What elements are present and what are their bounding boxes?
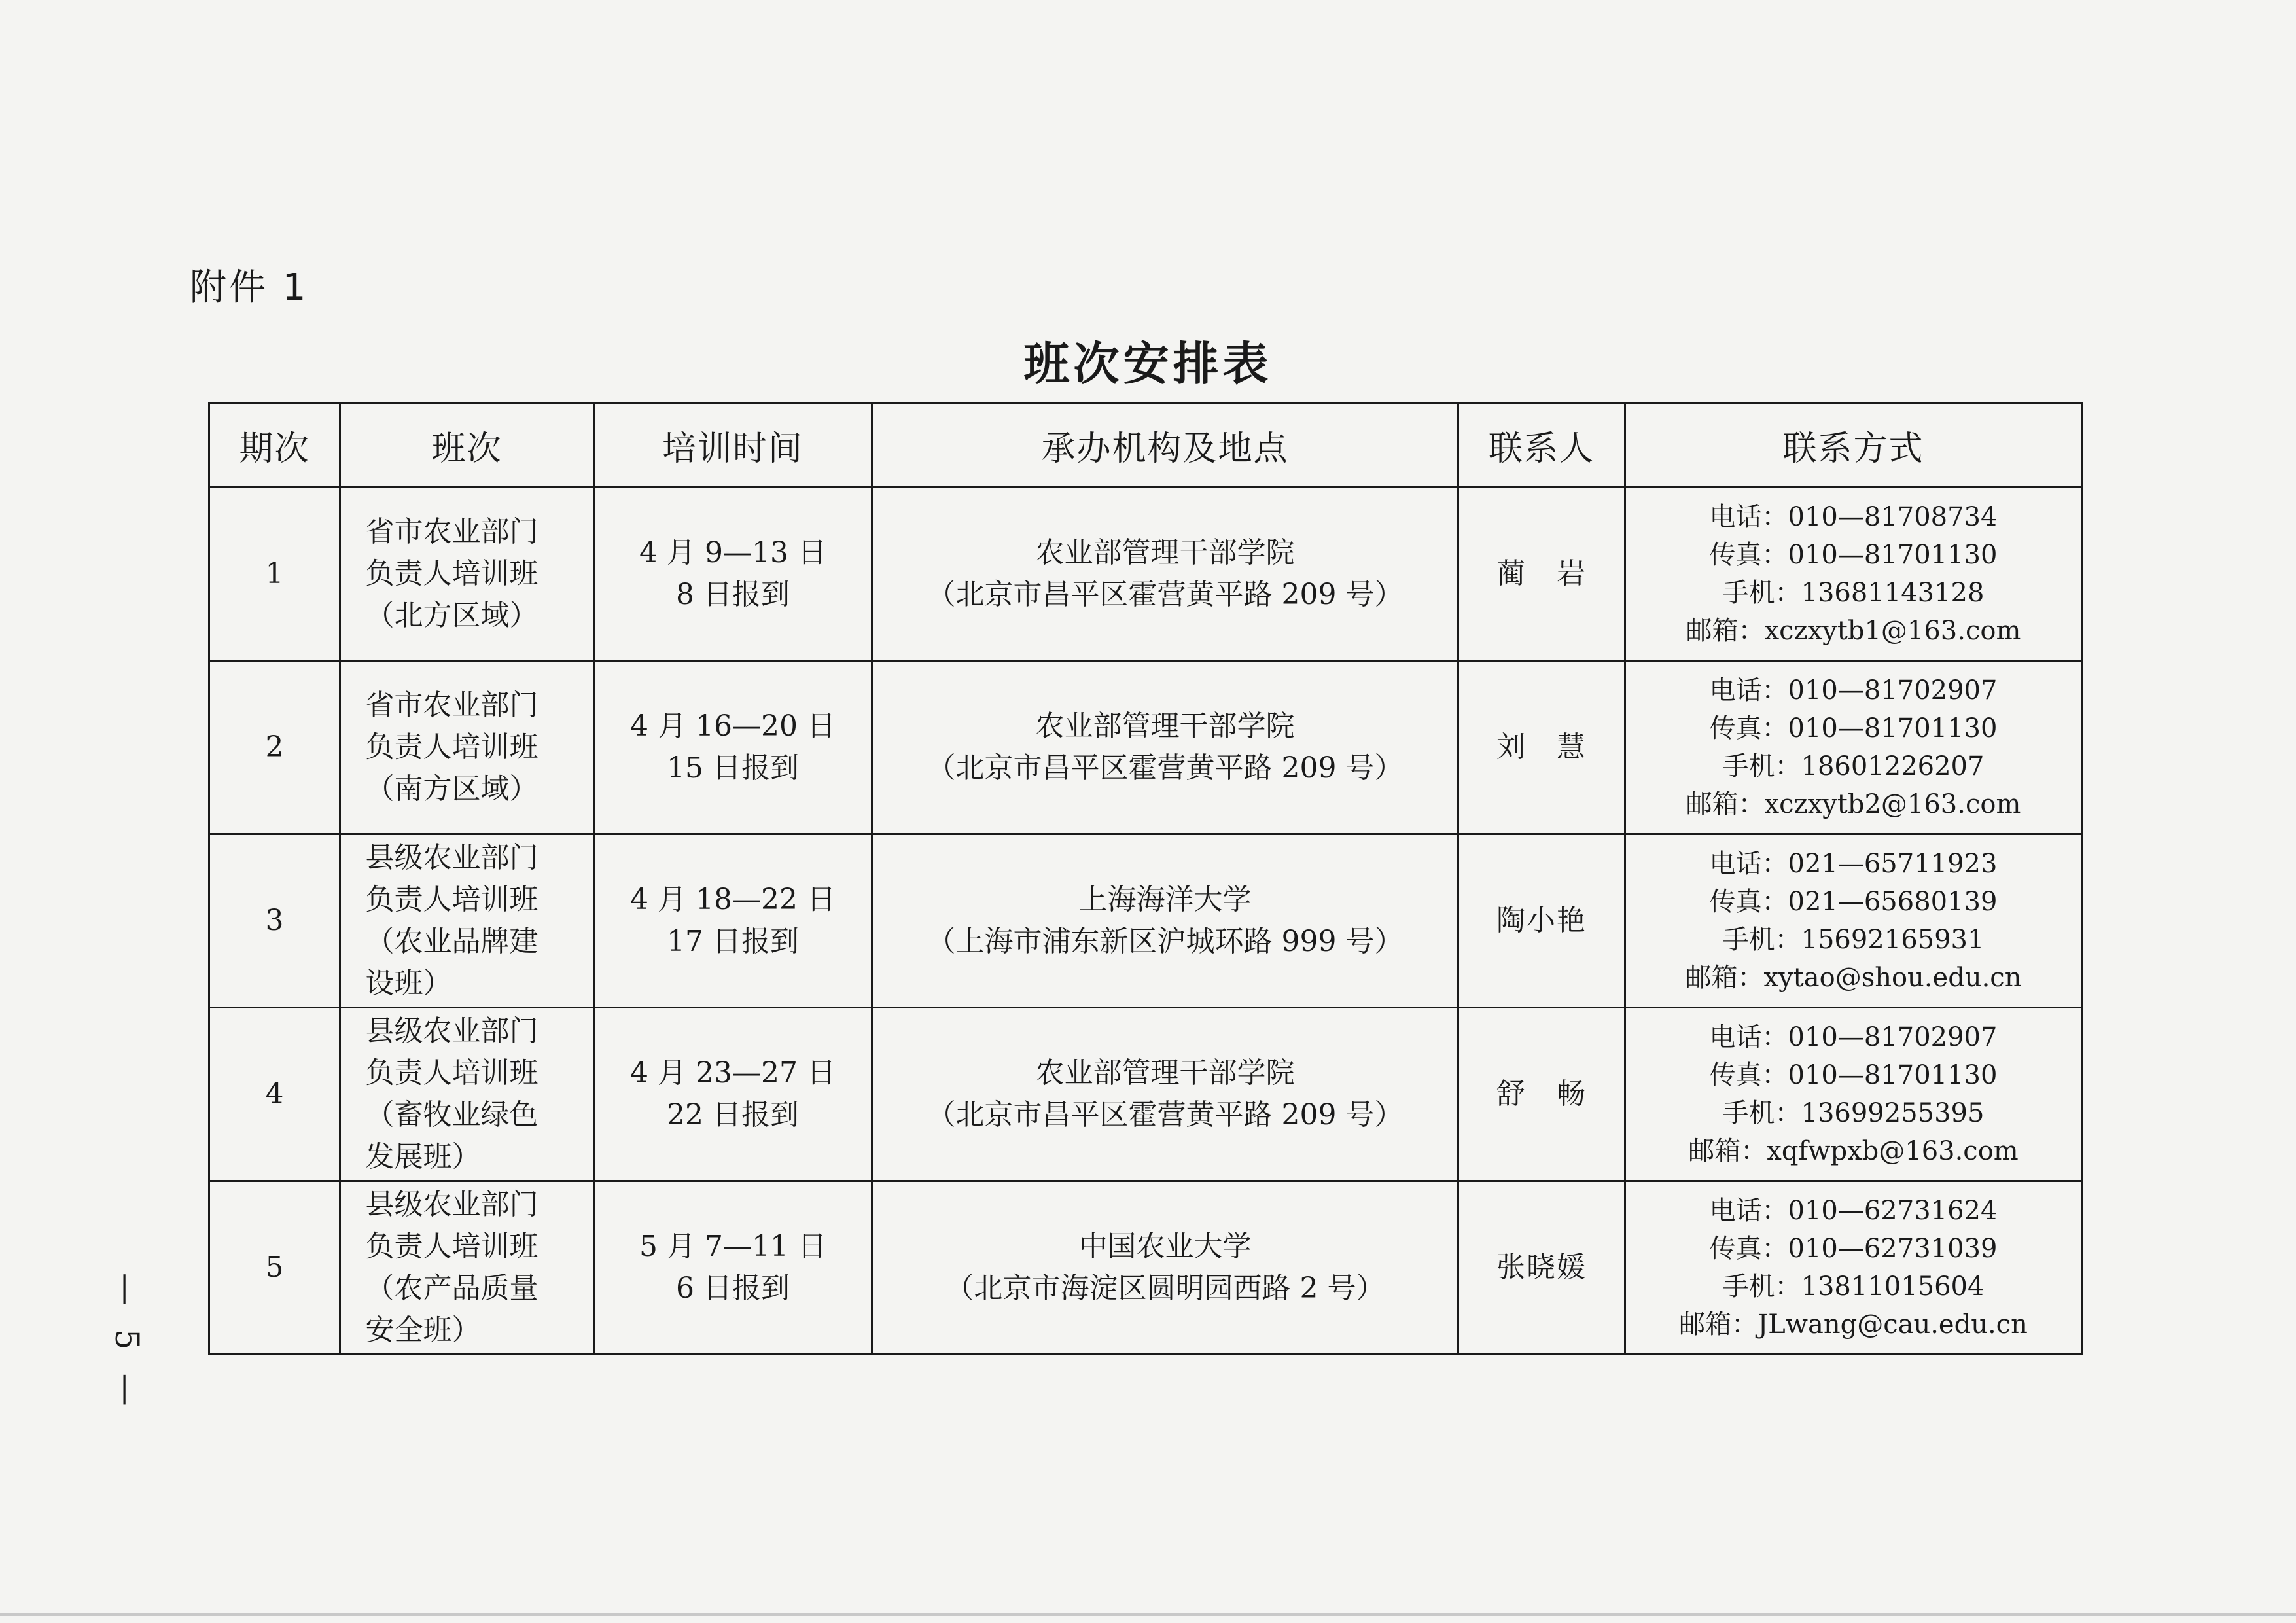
mobile: 手机：13681143128 — [1722, 578, 1985, 608]
organizer-name: 农业部管理干部学院 — [1035, 536, 1295, 569]
phone: 电话：010—81708734 — [1709, 502, 1998, 532]
email: 邮箱：xqfwpxb@163.com — [1688, 1136, 2019, 1166]
fax: 传真：010—81701130 — [1709, 1060, 1998, 1090]
class-line: 负责人培训班 — [365, 730, 539, 764]
header-contact-info: 联系方式 — [1625, 404, 2082, 488]
time-cell — [594, 661, 872, 834]
phone: 电话：021—65711923 — [1709, 849, 1998, 879]
period-cell: 2 — [209, 661, 340, 834]
organizer-cell — [872, 834, 1458, 1008]
period-cell: 1 — [209, 488, 340, 661]
class-line: （北方区域） — [365, 599, 539, 632]
check-in-date: 6 日报到 — [676, 1272, 790, 1305]
class-line: 县级农业部门 — [365, 1188, 539, 1221]
class-line: 负责人培训班 — [365, 557, 539, 590]
organizer-name: 农业部管理干部学院 — [1035, 709, 1295, 743]
contact-person-cell: 张晓媛 — [1458, 1181, 1625, 1355]
class-line: 省市农业部门 — [365, 515, 539, 548]
organizer-address: （北京市昌平区霍营黄平路 209 号） — [927, 1098, 1404, 1132]
fax: 传真：010—81701130 — [1709, 713, 1998, 743]
class-cell — [340, 1008, 594, 1181]
phone: 电话：010—62731624 — [1709, 1196, 1998, 1226]
class-cell — [340, 834, 594, 1008]
class-line: 发展班） — [365, 1140, 481, 1173]
time-cell — [594, 834, 872, 1008]
organizer-address: （北京市昌平区霍营黄平路 209 号） — [927, 578, 1404, 611]
class-cell — [340, 1181, 594, 1355]
time-range: 5 月 7—11 日 — [639, 1230, 826, 1263]
class-line: 负责人培训班 — [365, 1056, 539, 1090]
check-in-date: 8 日报到 — [676, 578, 790, 611]
schedule-table — [208, 402, 2083, 1355]
class-cell — [340, 488, 594, 661]
phone: 电话：010—81702907 — [1709, 675, 1998, 705]
header-time: 培训时间 — [594, 404, 872, 488]
mobile: 手机：13699255395 — [1722, 1098, 1985, 1128]
mobile: 手机：18601226207 — [1722, 751, 1985, 781]
page-number: — 5 — — [108, 1273, 146, 1413]
class-cell — [340, 661, 594, 834]
time-range: 4 月 18—22 日 — [630, 883, 836, 916]
period-cell: 5 — [209, 1181, 340, 1355]
organizer-address: （上海市浦东新区沪城环路 999 号） — [927, 925, 1404, 958]
time-cell — [594, 488, 872, 661]
contact-person-cell: 蔺 岩 — [1458, 488, 1625, 661]
attachment-label: 附件 1 — [190, 266, 309, 309]
table-row — [209, 488, 2082, 661]
time-range: 4 月 16—20 日 — [630, 709, 836, 743]
class-line: 负责人培训班 — [365, 883, 539, 916]
email: 邮箱：xczxytb1@163.com — [1686, 616, 2021, 646]
class-line: （畜牧业绿色 — [365, 1098, 539, 1132]
document-title: 班次安排表 — [1023, 337, 1273, 391]
organizer-cell — [872, 1008, 1458, 1181]
check-in-date: 15 日报到 — [667, 751, 799, 785]
table-row — [209, 1008, 2082, 1181]
class-line: 负责人培训班 — [365, 1230, 539, 1263]
organizer-address: （北京市昌平区霍营黄平路 209 号） — [927, 751, 1404, 785]
contact-person-cell: 刘 慧 — [1458, 661, 1625, 834]
organizer-address: （北京市海淀区圆明园西路 2 号） — [945, 1272, 1385, 1305]
fax: 传真：010—81701130 — [1709, 540, 1998, 570]
header-class: 班次 — [340, 404, 594, 488]
table-row — [209, 1181, 2082, 1355]
organizer-name: 上海海洋大学 — [1078, 883, 1252, 916]
organizer-cell — [872, 488, 1458, 661]
class-line: 县级农业部门 — [365, 1014, 539, 1048]
organizer-name: 农业部管理干部学院 — [1035, 1056, 1295, 1090]
email: 邮箱：xytao@shou.edu.cn — [1685, 963, 2022, 993]
contact-person-cell: 陶小艳 — [1458, 834, 1625, 1008]
contact-info-cell — [1625, 834, 2082, 1008]
fax: 传真：010—62731039 — [1709, 1234, 1998, 1264]
time-cell — [594, 1008, 872, 1181]
class-line: 省市农业部门 — [365, 688, 539, 722]
organizer-cell — [872, 1181, 1458, 1355]
check-in-date: 17 日报到 — [667, 925, 799, 958]
period-cell: 4 — [209, 1008, 340, 1181]
class-line: （南方区域） — [365, 772, 539, 806]
fax: 传真：021—65680139 — [1709, 887, 1998, 917]
header-row — [209, 404, 2082, 488]
header-period: 期次 — [209, 404, 340, 488]
class-line: （农产品质量 — [365, 1272, 539, 1305]
class-line: 县级农业部门 — [365, 841, 539, 874]
time-cell — [594, 1181, 872, 1355]
header-contact: 联系人 — [1458, 404, 1625, 488]
mobile: 手机：13811015604 — [1722, 1272, 1985, 1302]
contact-info-cell — [1625, 661, 2082, 834]
scan-edge-divider — [0, 1613, 2296, 1616]
organizer-name: 中国农业大学 — [1078, 1230, 1252, 1263]
period-cell: 3 — [209, 834, 340, 1008]
time-range: 4 月 9—13 日 — [639, 536, 826, 569]
email: 邮箱：xczxytb2@163.com — [1686, 789, 2021, 819]
organizer-cell — [872, 661, 1458, 834]
class-line: 设班） — [365, 967, 452, 1000]
contact-info-cell — [1625, 488, 2082, 661]
check-in-date: 22 日报到 — [667, 1098, 799, 1132]
header-organizer: 承办机构及地点 — [872, 404, 1458, 488]
contact-person-cell: 舒 畅 — [1458, 1008, 1625, 1181]
phone: 电话：010—81702907 — [1709, 1022, 1998, 1052]
table-row — [209, 834, 2082, 1008]
contact-info-cell — [1625, 1008, 2082, 1181]
table-row — [209, 661, 2082, 834]
mobile: 手机：15692165931 — [1722, 925, 1985, 955]
class-line: （农业品牌建 — [365, 925, 539, 958]
time-range: 4 月 23—27 日 — [630, 1056, 836, 1090]
email: 邮箱：JLwang@cau.edu.cn — [1679, 1310, 2028, 1340]
contact-info-cell — [1625, 1181, 2082, 1355]
class-line: 安全班） — [365, 1313, 481, 1347]
